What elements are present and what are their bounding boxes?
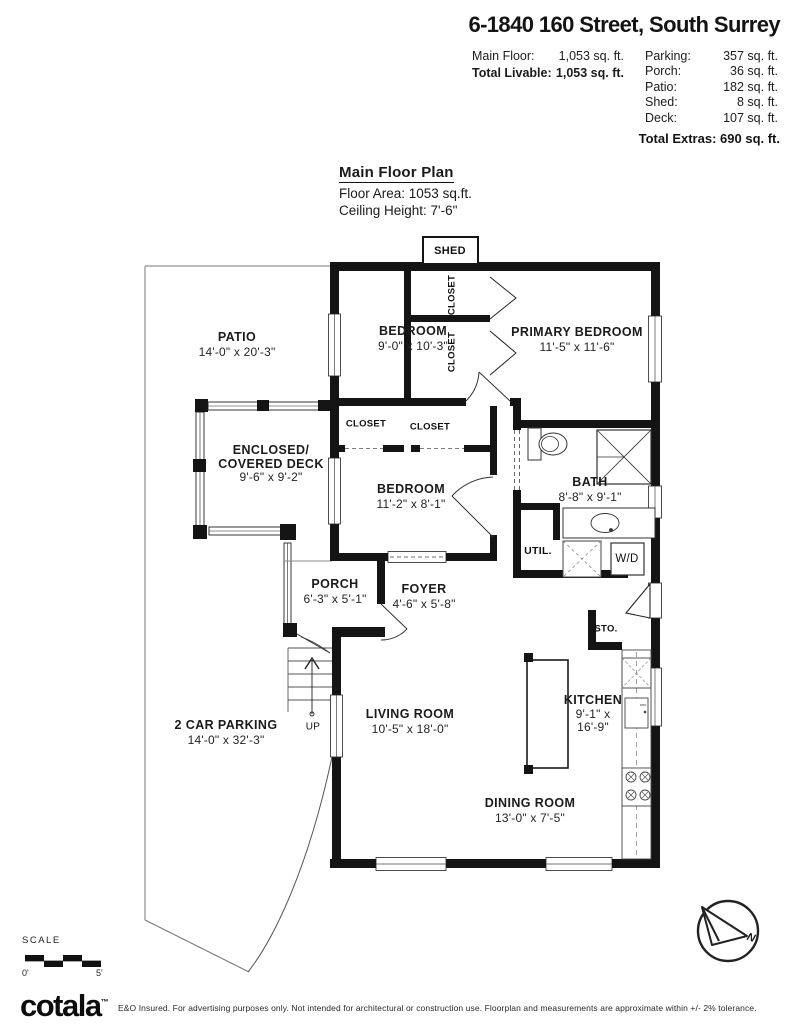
total-livable-label: Total Livable:: [472, 66, 552, 81]
stairs: [288, 648, 332, 716]
main-floor-value: 1,053 sq. ft.: [558, 49, 624, 63]
trademark-symbol: ™: [100, 997, 109, 1007]
disclaimer-text: E&O Insured. For advertising purposes only. Not intended for architectural or construction use. Floorplan and measurements are approximate within +/- 2% tolerance.: [118, 1003, 757, 1013]
scale-label: SCALE: [22, 935, 61, 946]
page-title: 6-1840 160 Street, South Surrey: [468, 12, 780, 37]
room-label-kitchen: KITCHEN 9'-1" x 16'-9": [563, 692, 623, 734]
plan-floor-area: Floor Area: 1053 sq.ft.: [339, 186, 472, 201]
extra-value: 8 sq. ft.: [737, 95, 778, 110]
room-label-porch: PORCH 6'-3" x 5'-1": [303, 577, 367, 606]
scale-end: 5': [96, 968, 103, 978]
extra-value: 182 sq. ft.: [723, 79, 778, 94]
total-extras-label: Total Extras:: [638, 131, 717, 146]
up-label: UP: [305, 721, 321, 733]
total-livable-value: 1,053 sq. ft.: [555, 66, 624, 81]
room-label-bedroom2: BEDROOM 11'-2" x 8'-1": [376, 482, 446, 511]
closet-label: CLOSET: [345, 418, 387, 430]
extras-stats: [645, 49, 778, 126]
extra-label: Patio:: [645, 79, 677, 94]
extra-value: 36 sq. ft.: [730, 64, 778, 79]
extra-value: 107 sq. ft.: [723, 110, 778, 125]
closet-label: CLOSET: [409, 421, 451, 433]
cotala-logo: cotala™: [20, 988, 109, 1023]
room-label-bedroom1: BEDROOM 9'-0" x 10'-3": [378, 324, 448, 353]
shed-label: SHED: [434, 245, 466, 257]
island: [527, 660, 568, 768]
scale-start: 0': [22, 968, 29, 978]
extra-value: 357 sq. ft.: [723, 49, 778, 63]
property-lines: [145, 266, 332, 972]
room-label-patio: PATIO 14'-0" x 20'-3": [198, 330, 276, 359]
extra-label: Deck:: [645, 110, 677, 125]
total-extras: [639, 131, 780, 146]
scale-bar: [25, 955, 101, 967]
storage-label: STO.: [594, 623, 618, 635]
room-label-foyer: FOYER 4'-6" x 5'-8": [392, 582, 456, 611]
room-label-dining: DINING ROOM 13'-0" x 7'-5": [484, 796, 576, 825]
washer-dryer-label: W/D: [615, 553, 639, 565]
sink: [591, 514, 619, 533]
plan-ceiling-height: Ceiling Height: 7'-6": [339, 203, 458, 218]
extra-label: Shed:: [645, 95, 678, 110]
closet-label: CLOSET: [446, 331, 458, 373]
extra-label: Parking:: [645, 49, 691, 63]
room-label-deck: ENCLOSED/ COVERED DECK 9'-6" x 9'-2": [218, 442, 324, 484]
room-label-bath: BATH 8'-8" x 9'-1": [558, 475, 622, 504]
kitchen-fixtures: [524, 650, 651, 859]
room-label-living: LIVING ROOM 10'-5" x 18'-0": [365, 707, 455, 736]
plan-title: Main Floor Plan: [339, 164, 454, 181]
total-extras-value: 690 sq. ft.: [720, 131, 780, 146]
room-label-primary-bedroom: PRIMARY BEDROOM 11'-5" x 11'-6": [511, 325, 643, 354]
util-label: UTIL.: [524, 545, 552, 557]
livable-stats: [472, 49, 624, 82]
closet-label: CLOSET: [446, 274, 458, 316]
plan-info: [339, 164, 472, 219]
stove: [622, 768, 651, 806]
main-floor-label: Main Floor:: [472, 49, 535, 63]
compass-north-label: N: [745, 931, 757, 945]
room-label-parking: 2 CAR PARKING 14'-0" x 32'-3": [174, 718, 278, 747]
extra-label: Porch:: [645, 64, 682, 79]
